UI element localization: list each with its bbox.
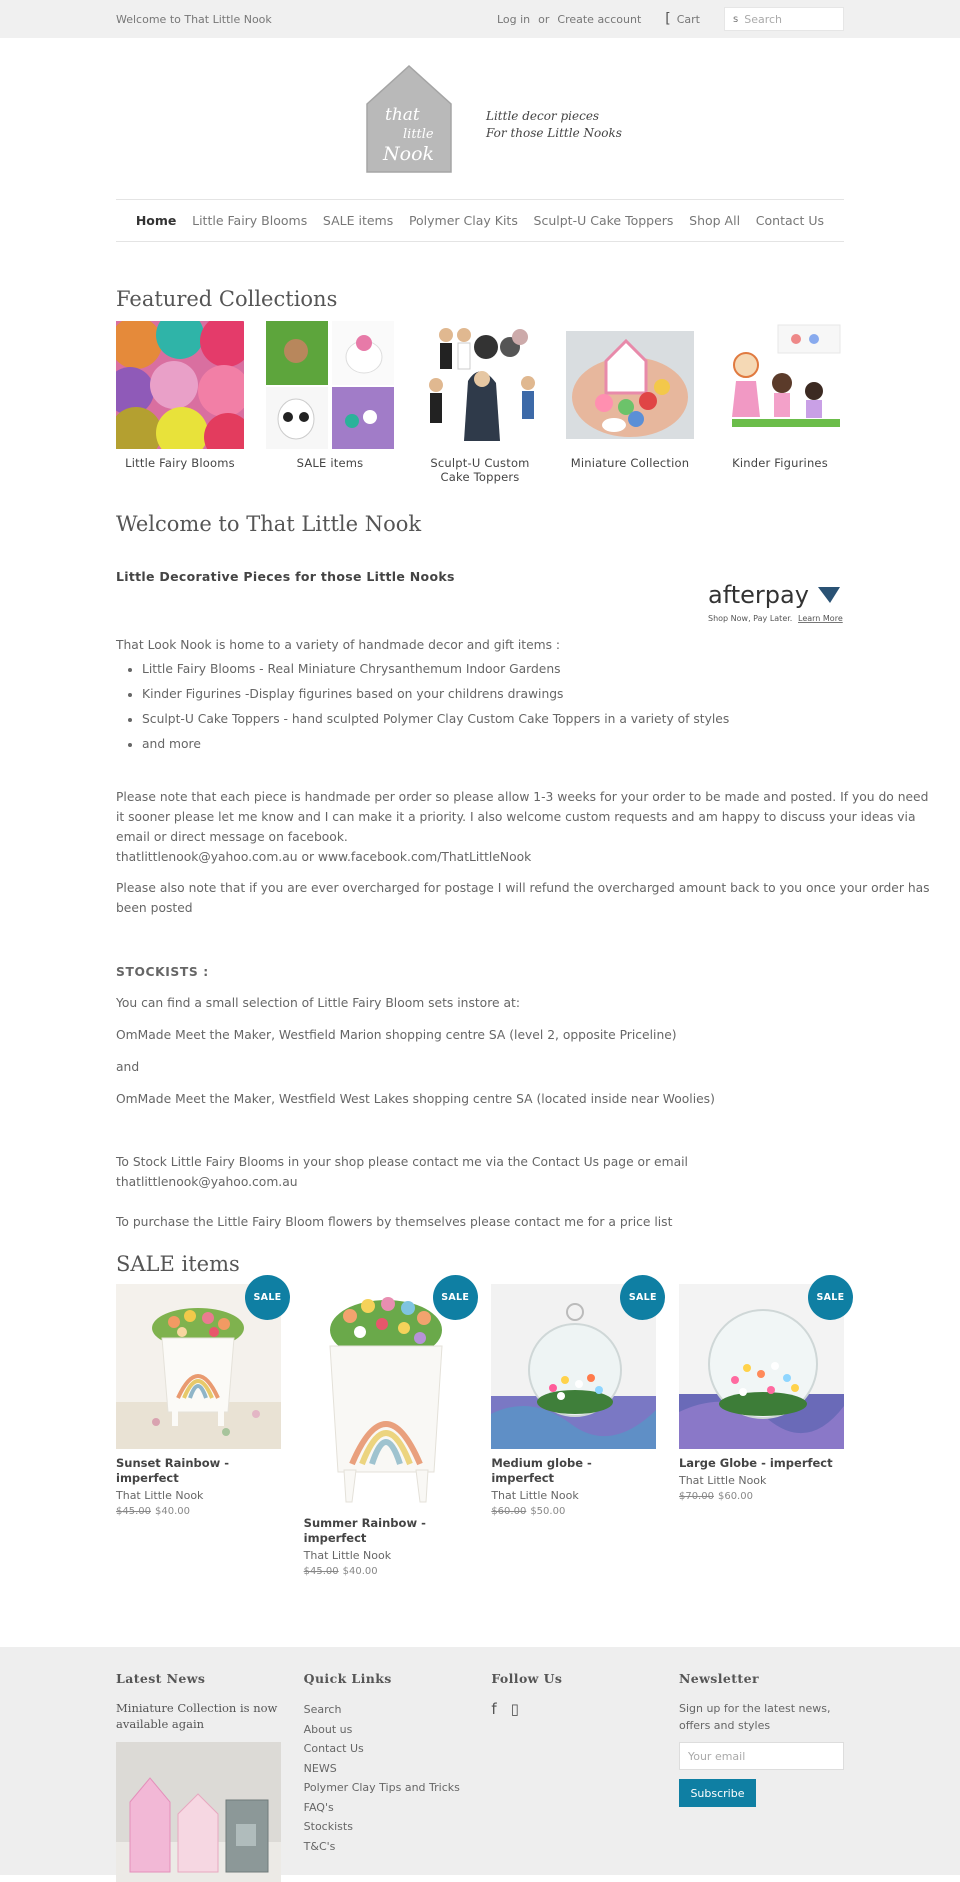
footer-link-terms[interactable]: T&C's — [303, 1839, 336, 1853]
news-item-title[interactable]: Miniature Collection is now available again — [116, 1701, 278, 1731]
nav-sculpt-u-cake-toppers[interactable]: Sculpt-U Cake Toppers — [533, 213, 674, 228]
sale-badge: SALE — [808, 1275, 853, 1320]
footer-link-contact[interactable]: Contact Us — [303, 1742, 364, 1755]
site-footer — [0, 1647, 960, 1875]
search-placeholder: Search — [744, 12, 783, 26]
afterpay-wordmark: afterpay — [708, 581, 809, 609]
product-name[interactable]: Medium globe - imperfect — [491, 1456, 592, 1485]
afterpay-caption: Shop Now, Pay Later. — [708, 614, 793, 623]
sale-items-title: SALE items — [116, 1252, 240, 1276]
nav-home[interactable]: Home — [135, 213, 177, 228]
nav-shop-all[interactable]: Shop All — [689, 213, 741, 228]
footer-link-search[interactable]: Search — [303, 1703, 342, 1716]
main-nav — [116, 199, 844, 242]
product-price — [679, 1491, 844, 1502]
sale-badge: SALE — [245, 1275, 290, 1320]
product-card[interactable] — [679, 1284, 844, 1577]
postage-note: Please also note that if you are ever overcharged for postage I will refund the overcharged amount back to you once your order has been posted — [116, 881, 930, 915]
cart-link[interactable]: Cart — [676, 12, 700, 26]
tagline-line-2: For those Little Nooks — [486, 126, 622, 140]
list-item: • Kinder Figurines -Display figurines based on your childrens drawings — [142, 682, 844, 707]
collection-card[interactable] — [416, 321, 544, 484]
logo-house-icon[interactable] — [363, 62, 455, 176]
collection-image-blooms[interactable] — [116, 321, 244, 449]
list-item: • Sculpt-U Cake Toppers - hand sculpted Polymer Clay Custom Cake Toppers in a variety of styles — [142, 707, 844, 732]
nav-little-fairy-blooms[interactable]: Little Fairy Blooms — [192, 213, 308, 228]
sale-price: $40.00 — [342, 1566, 378, 1577]
original-price: $45.00 — [303, 1566, 339, 1577]
latest-news-heading: Latest News — [116, 1671, 206, 1686]
original-price: $45.00 — [116, 1506, 151, 1517]
list-item: • Little Fairy Blooms - Real Miniature Chrysanthemum Indoor Gardens — [142, 657, 844, 682]
stockists-heading: STOCKISTS : — [116, 965, 209, 979]
collection-card[interactable] — [116, 321, 244, 484]
stockist-west-lakes: OmMade Meet the Maker, Westfield West Lakes shopping centre SA (located inside near Woolies) — [116, 1092, 715, 1106]
search-icon[interactable]: s — [733, 13, 739, 25]
cart-icon[interactable]: [ — [665, 11, 671, 27]
footer-newsletter — [679, 1671, 844, 1882]
or-text: or — [538, 12, 550, 26]
product-vendor: That Little Nook — [116, 1489, 204, 1502]
footer-link-faq[interactable]: FAQ's — [303, 1800, 334, 1814]
intro-block — [116, 569, 844, 623]
offerings-list — [142, 657, 844, 757]
svg-text:little: little — [403, 127, 434, 142]
welcome-subhead: Little Decorative Pieces for those Little Nooks — [116, 569, 455, 584]
product-name[interactable]: Sunset Rainbow - imperfect — [116, 1456, 230, 1485]
collection-label[interactable]: Little Fairy Blooms — [125, 456, 235, 470]
product-vendor: That Little Nook — [678, 1474, 767, 1487]
original-price: $60.00 — [491, 1506, 527, 1517]
product-vendor: That Little Nook — [303, 1549, 392, 1562]
footer-link-about[interactable]: About us — [303, 1722, 353, 1736]
sale-products — [116, 1284, 844, 1577]
product-card[interactable] — [491, 1284, 656, 1577]
nav-sale-items[interactable]: SALE items — [322, 213, 394, 228]
collection-image-kinder[interactable] — [716, 321, 844, 449]
sale-price: $40.00 — [155, 1506, 190, 1517]
product-name[interactable]: Large Globe - imperfect — [678, 1456, 833, 1470]
login-link[interactable]: Log in — [496, 12, 531, 26]
handmade-note: Please note that each piece is handmade per order so please allow 1-3 weeks for your order to be made and posted. If you do need it sooner please let me know and I can make it a priority. I also welcome custom requests and am happy to discuss your ideas via email or direct message on facebook. — [116, 790, 929, 844]
newsletter-email-input[interactable]: Your email — [679, 1742, 844, 1770]
create-account-link[interactable]: Create account — [557, 12, 642, 26]
product-card[interactable] — [116, 1284, 281, 1577]
product-price — [116, 1506, 281, 1517]
collection-card[interactable] — [566, 321, 694, 484]
sale-price: $60.00 — [717, 1491, 753, 1502]
collection-label[interactable]: SALE items — [296, 456, 364, 470]
collection-label[interactable]: Miniature Collection — [570, 456, 690, 470]
svg-text:Nook: Nook — [383, 143, 435, 165]
product-image-summer-rainbow[interactable] — [304, 1284, 469, 1509]
featured-collections — [116, 321, 844, 484]
collection-label[interactable]: Kinder Figurines — [732, 456, 828, 470]
sale-price: $50.00 — [530, 1506, 566, 1517]
footer-link-tips[interactable]: Polymer Clay Tips and Tricks — [303, 1781, 460, 1794]
subscribe-button[interactable]: Subscribe — [679, 1779, 756, 1807]
collection-image-miniature[interactable] — [566, 321, 694, 449]
collection-image-cake-toppers[interactable] — [416, 321, 544, 449]
collection-label[interactable]: Sculpt-U Custom Cake Toppers — [430, 456, 530, 484]
logo-tagline — [486, 108, 622, 142]
svg-text:that: that — [385, 105, 420, 125]
search-input[interactable] — [724, 7, 844, 31]
welcome-message: Welcome to That Little Nook — [116, 12, 272, 26]
afterpay-learn-more: Learn More — [798, 614, 843, 623]
stockist-marion: OmMade Meet the Maker, Westfield Marion shopping centre SA (level 2, opposite Priceline) — [116, 1028, 677, 1042]
contact-line[interactable]: thatlittlenook@yahoo.com.au or www.facebook.com/ThatLittleNook — [116, 850, 532, 864]
stockist-and: and — [116, 1060, 140, 1074]
footer-follow-us — [491, 1671, 656, 1882]
footer-link-news[interactable]: NEWS — [303, 1761, 337, 1775]
footer-latest-news — [116, 1671, 281, 1882]
product-price — [304, 1566, 469, 1577]
news-item-image[interactable] — [116, 1742, 281, 1882]
collection-card[interactable] — [716, 321, 844, 484]
stock-contact: To Stock Little Fairy Blooms in your shop please contact me via the Contact Us page or email thatlittlenook@yahoo.com.au — [116, 1155, 688, 1189]
facebook-icon[interactable]: f — [491, 1700, 497, 1718]
product-card[interactable] — [304, 1284, 469, 1577]
collection-card[interactable] — [266, 321, 394, 484]
follow-us-heading: Follow Us — [491, 1671, 563, 1686]
footer-link-stockists[interactable]: Stockists — [303, 1820, 353, 1833]
footer-quick-links — [304, 1671, 469, 1882]
newsletter-heading: Newsletter — [678, 1671, 759, 1686]
product-vendor: That Little Nook — [491, 1489, 579, 1502]
tagline-line-1: Little decor pieces — [486, 109, 600, 123]
welcome-title: Welcome to That Little Nook — [116, 512, 422, 536]
stockists-intro: You can find a small selection of Little Fairy Bloom sets instore at: — [116, 996, 520, 1010]
sale-badge: SALE — [620, 1275, 665, 1320]
quick-links-heading: Quick Links — [303, 1671, 392, 1686]
original-price: $70.00 — [678, 1491, 714, 1502]
nav-contact-us[interactable]: Contact Us — [755, 213, 825, 228]
product-price — [491, 1506, 656, 1517]
intro-text: That Look Nook is home to a variety of handmade decor and gift items : — [116, 638, 561, 652]
product-name[interactable]: Summer Rainbow - imperfect — [303, 1516, 426, 1545]
featured-collections-title: Featured Collections — [116, 287, 338, 311]
instagram-icon[interactable]: ▯ — [510, 1700, 519, 1718]
header-logo-area — [116, 38, 844, 199]
purchase-note: To purchase the Little Fairy Bloom flowers by themselves please contact me for a price list — [116, 1215, 673, 1229]
sale-badge: SALE — [433, 1275, 478, 1320]
top-bar — [0, 0, 960, 38]
list-item: • and more — [142, 732, 844, 757]
nav-polymer-clay-kits[interactable]: Polymer Clay Kits — [408, 213, 518, 228]
collection-image-sale[interactable] — [266, 321, 394, 449]
afterpay-logo[interactable] — [706, 569, 844, 633]
newsletter-text: Sign up for the latest news, offers and styles — [678, 1702, 831, 1732]
